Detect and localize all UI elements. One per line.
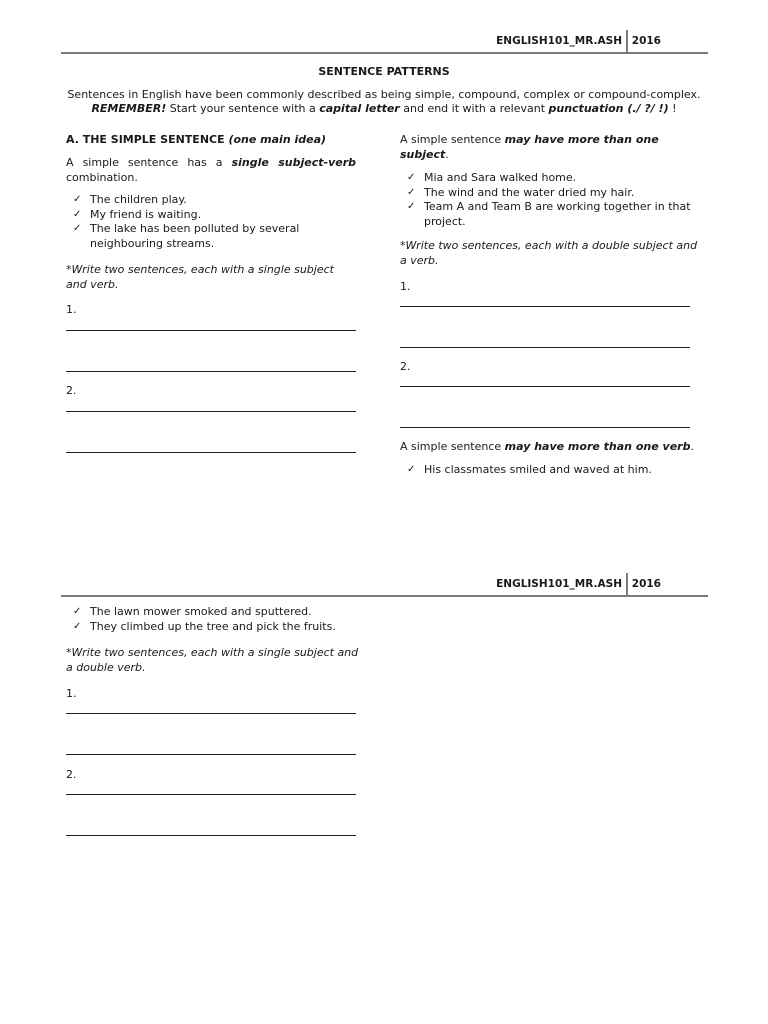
year-label: 2016 bbox=[631, 35, 661, 47]
page-header bbox=[61, 573, 708, 597]
item-number-1: 1. bbox=[66, 687, 77, 700]
page2-content bbox=[66, 605, 366, 675]
intro-text bbox=[0, 88, 768, 116]
answer-line[interactable] bbox=[400, 427, 690, 428]
section-multiple-verb bbox=[400, 439, 700, 478]
check-icon: ✓ bbox=[73, 606, 82, 617]
item-number-1: 1. bbox=[66, 303, 77, 316]
answer-line[interactable] bbox=[66, 794, 356, 795]
section-simple-sentence bbox=[66, 132, 356, 292]
check-icon: ✓ bbox=[407, 201, 416, 212]
multiple-verb-paragraph: A simple sentence may have more than one verb. bbox=[400, 440, 694, 453]
examples-list bbox=[66, 605, 366, 634]
course-label: ENGLISH101_MR.ASH bbox=[496, 578, 622, 590]
header-divider bbox=[626, 573, 628, 595]
list-item: ✓ The lawn mower smoked and sputtered. bbox=[73, 605, 312, 618]
intro-line-2: REMEMBER! Start your sentence with a capital letter and end it with a relevant punctuation (./ ?/ !) ! bbox=[91, 102, 677, 115]
check-icon: ✓ bbox=[73, 620, 82, 632]
course-label: ENGLISH101_MR.ASH bbox=[496, 35, 622, 47]
year-label: 2016 bbox=[631, 578, 661, 590]
section-a-paragraph: A simple sentence has a single subject-verb combination. bbox=[66, 156, 357, 184]
list-item: ✓ The lake has been polluted by several neighbouring streams. bbox=[73, 222, 300, 250]
answer-line[interactable] bbox=[66, 835, 356, 836]
check-icon: ✓ bbox=[73, 194, 82, 205]
item-number-2: 2. bbox=[66, 384, 77, 397]
remember-label: REMEMBER! bbox=[91, 102, 167, 115]
list-item: ✓ My friend is waiting. bbox=[73, 207, 202, 221]
check-icon: ✓ bbox=[407, 172, 416, 183]
instruction-text: *Write two sentences, each with a single subject and verb. bbox=[66, 263, 334, 291]
item-number-1: 1. bbox=[400, 280, 411, 293]
section-multiple-subject bbox=[400, 132, 700, 268]
check-icon: ✓ bbox=[407, 186, 416, 198]
answer-line[interactable] bbox=[400, 306, 690, 307]
check-icon: ✓ bbox=[407, 464, 416, 475]
examples-list bbox=[400, 463, 700, 478]
answer-line[interactable] bbox=[66, 754, 356, 755]
list-item: ✓ The children play. bbox=[73, 193, 187, 206]
item-number-2: 2. bbox=[66, 768, 77, 781]
check-icon: ✓ bbox=[73, 208, 82, 220]
answer-line[interactable] bbox=[66, 713, 356, 714]
list-item: ✓ The wind and the water dried my hair. bbox=[407, 185, 635, 199]
page-header bbox=[61, 30, 708, 54]
list-item: ✓ Mia and Sara walked home. bbox=[407, 171, 577, 184]
answer-line[interactable] bbox=[66, 411, 356, 412]
intro-line-1: Sentences in English have been commonly described as being simple, compound, complex or compound-complex. bbox=[67, 88, 701, 101]
section-a-heading: A. THE SIMPLE SENTENCE (one main idea) bbox=[66, 133, 327, 146]
check-icon: ✓ bbox=[73, 223, 82, 234]
answer-line[interactable] bbox=[66, 371, 356, 372]
header-divider bbox=[626, 30, 628, 52]
list-item: ✓ His classmates smiled and waved at him. bbox=[407, 463, 652, 476]
answer-line[interactable] bbox=[400, 347, 690, 348]
answer-line[interactable] bbox=[400, 386, 690, 387]
item-number-2: 2. bbox=[400, 360, 411, 373]
page-title: SENTENCE PATTERNS bbox=[318, 65, 450, 78]
multiple-subject-paragraph: A simple sentence may have more than one subject. bbox=[400, 133, 659, 161]
list-item: ✓ Team A and Team B are working together in that project. bbox=[407, 200, 691, 228]
answer-line[interactable] bbox=[66, 330, 356, 331]
instruction-text: *Write two sentences, each with a single subject and a double verb. bbox=[66, 646, 359, 674]
answer-line[interactable] bbox=[66, 452, 356, 453]
list-item: ✓ They climbed up the tree and pick the fruits. bbox=[73, 619, 336, 633]
examples-list bbox=[66, 193, 356, 251]
examples-list bbox=[400, 171, 700, 229]
instruction-text: *Write two sentences, each with a double subject and a verb. bbox=[400, 239, 698, 267]
